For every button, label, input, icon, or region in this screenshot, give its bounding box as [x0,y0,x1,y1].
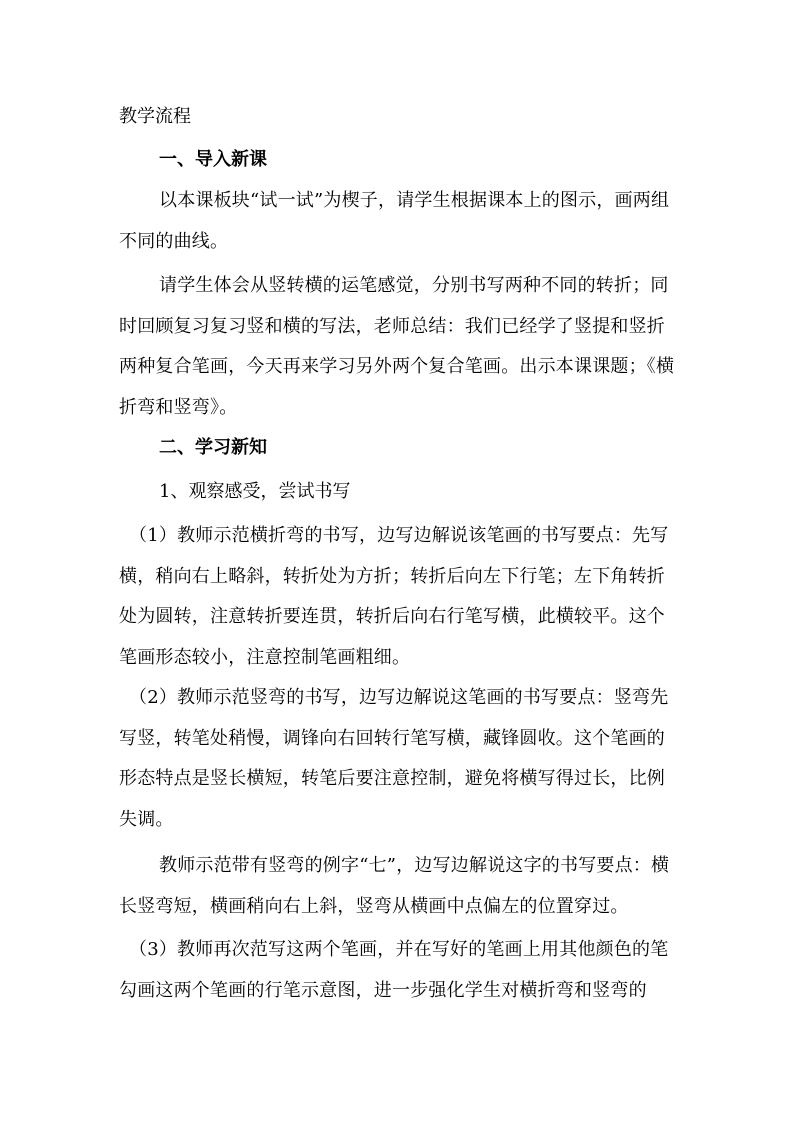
step-heading-observe: 1、观察感受，尝试书写 [159,481,351,502]
paragraph-intro-1: 以本课板块“试一试”为楔子，请学生根据课本上的图示，画两组不同的曲线。 [119,190,670,252]
paragraph-example-character: 教师示范带有竖弯的例字“七”，边写边解说这字的书写要点：横长竖弯短，横画稍向右上斜，竖弯从横画中点偏左的位置穿过。 [119,855,670,917]
document-title: 教学流程 [119,106,191,127]
paragraph-step-2: （2）教师示范竖弯的书写，边写边解说这笔画的书写要点：竖弯先写竖，转笔处稍慢，调锋向右回转行笔写横，藏锋圆收。这个笔画的形态特点是竖长横短，转笔后要注意控制，避免将横写得过长，比例失调。 [119,687,669,830]
paragraph-step-3: （3）教师再次范写这两个笔画，并在写好的笔画上用其他颜色的笔勾画这两个笔画的行笔示意图，进一步强化学生对横折弯和竖弯的 [119,939,669,1001]
section-heading-new-knowledge: 二、学习新知 [159,437,267,458]
paragraph-intro-2: 请学生体会从竖转横的运笔感觉，分别书写两种不同的转折；同时回顾复习复习竖和横的写法，老师总结：我们已经学了竖提和竖折两种复合笔画，今天再来学习另外两个复合笔画。出示本课课题；《横折弯和竖弯》。 [119,275,675,418]
paragraph-step-1: （1）教师示范横折弯的书写，边写边解说该笔画的书写要点：先写横，稍向右上略斜，转折处为方折；转折后向左下行笔；左下角转折处为圆转，注意转折要连贯，转折后向右行笔写横，此横较平。这个笔画形态较小，注意控制笔画粗细。 [119,525,669,668]
section-heading-intro: 一、导入新课 [159,149,267,170]
